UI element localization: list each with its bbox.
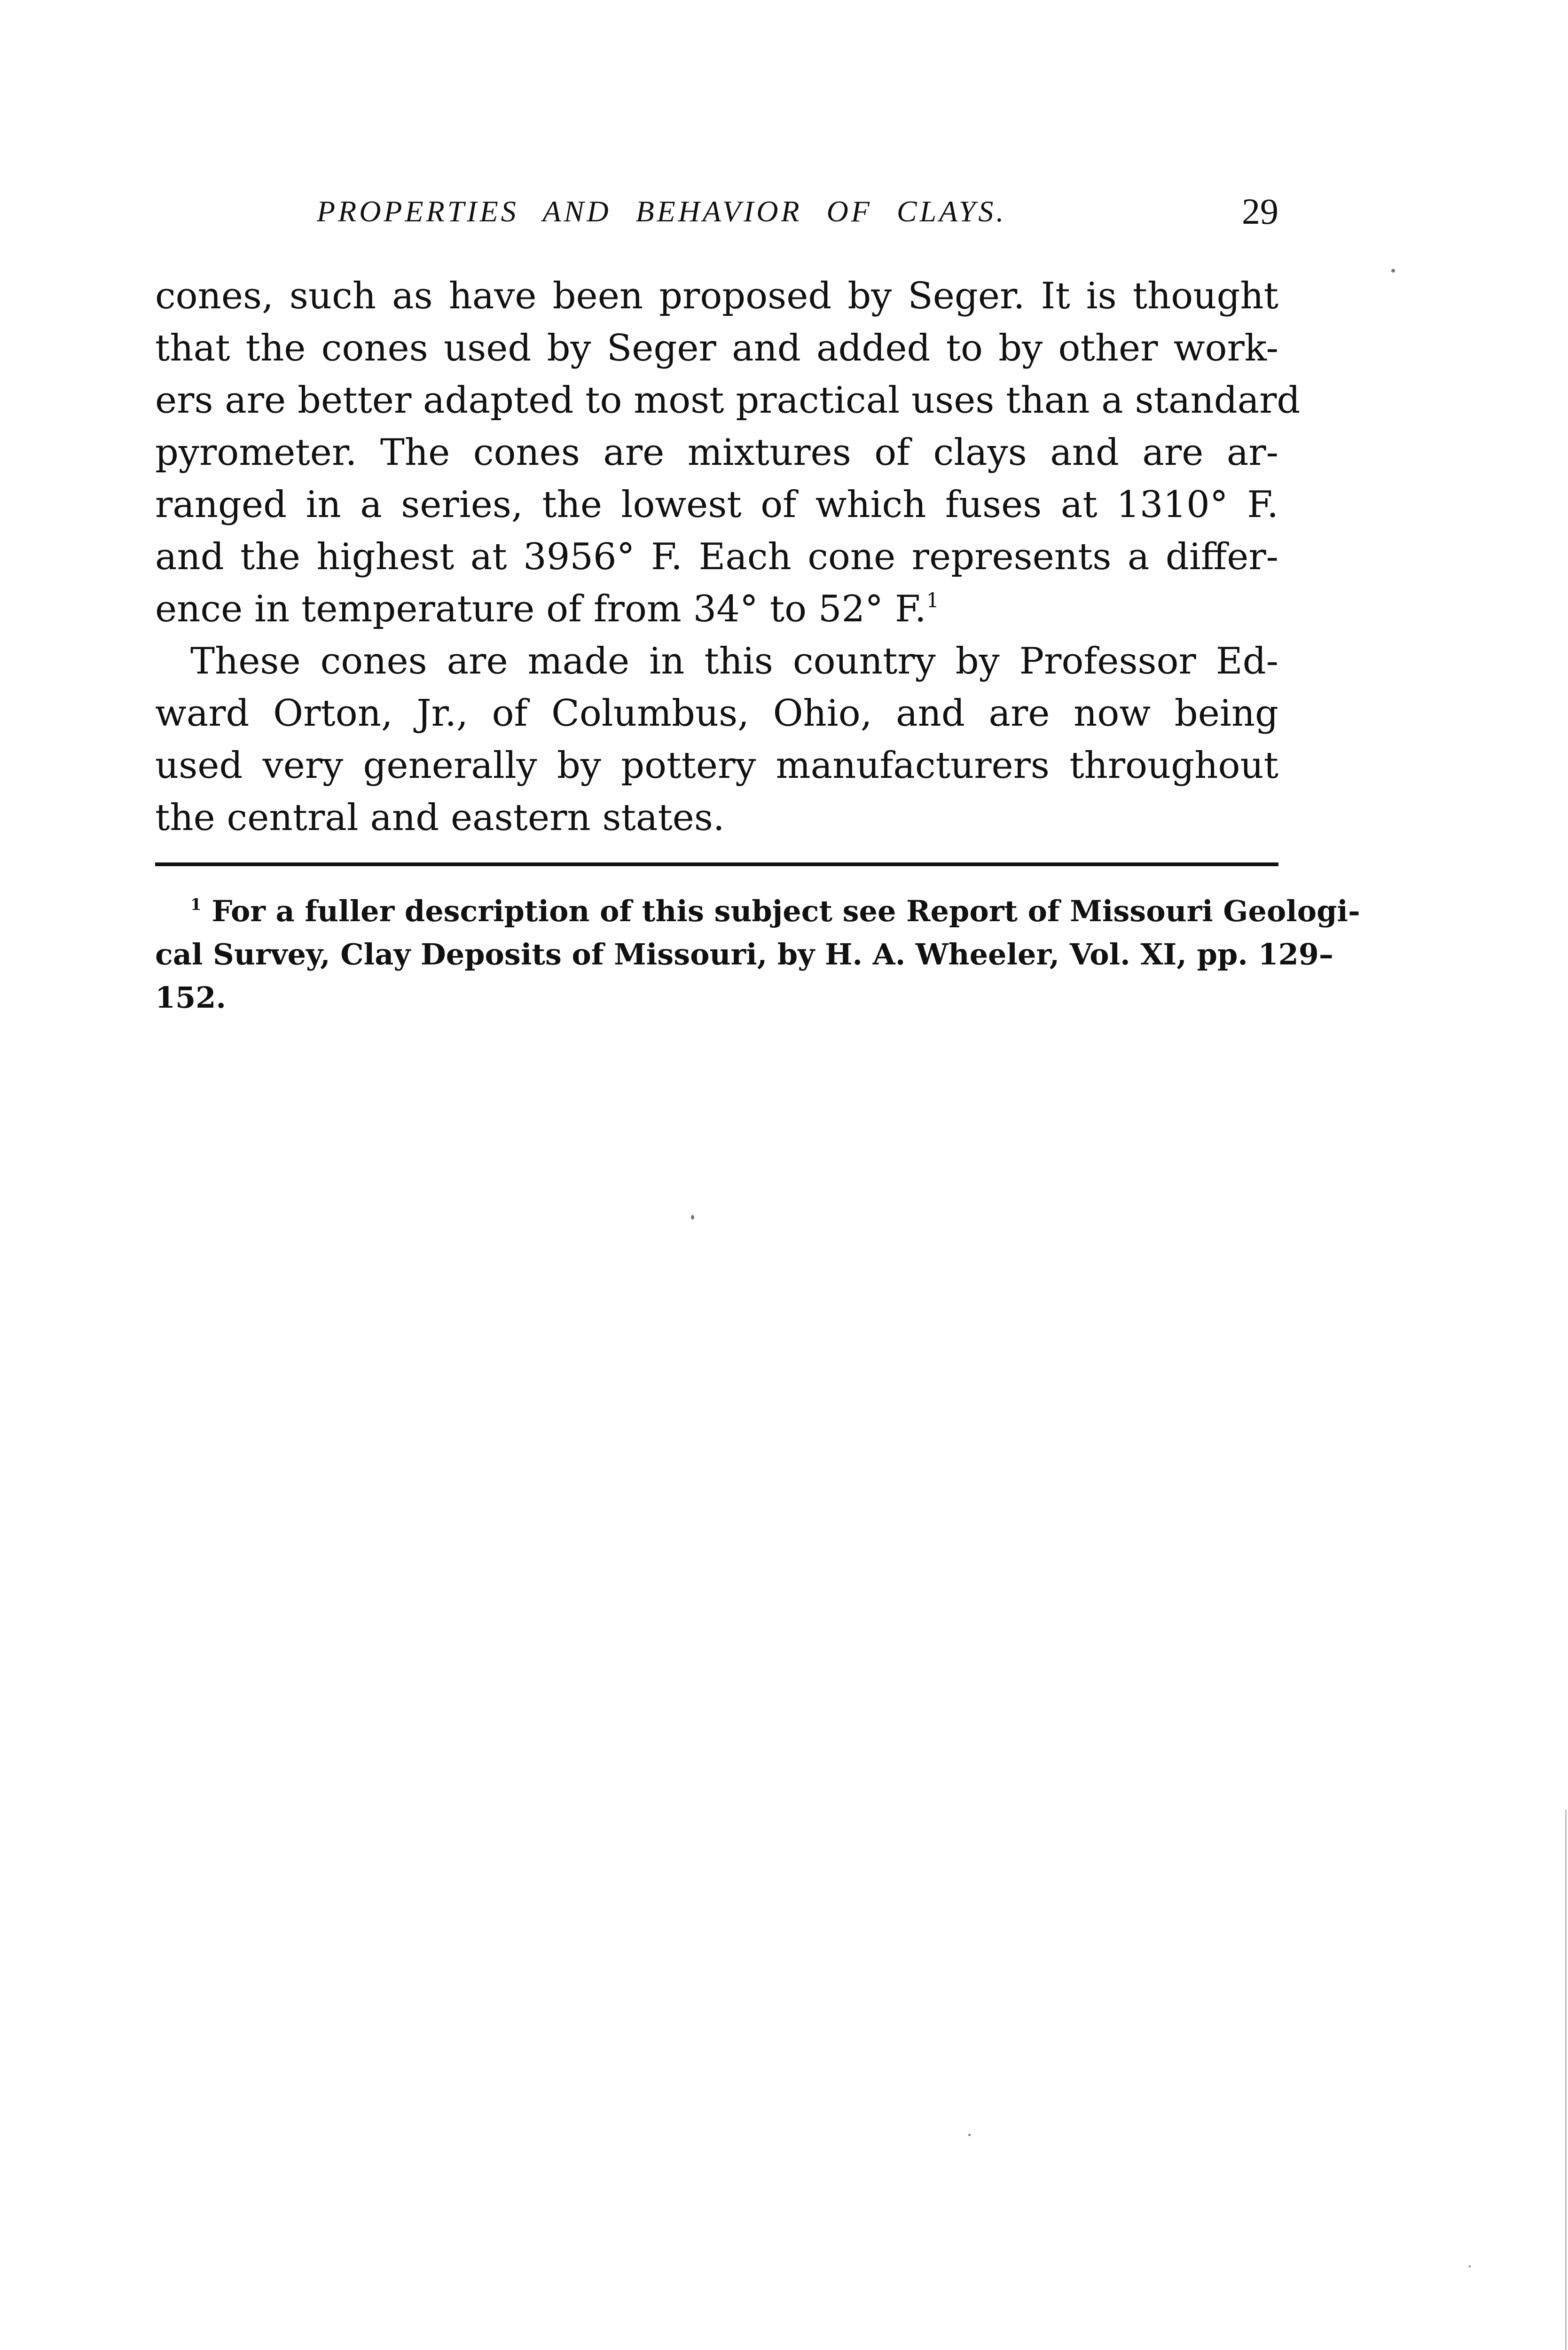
paragraph-1 — [155, 270, 1301, 635]
footnote-line-content: For a fuller description of this subject see Report of Missouri Geologi- — [212, 894, 1360, 928]
footnote-line: cal Survey, Clay Deposits of Missouri, by H. A. Wheeler, Vol. XI, pp. 129– — [155, 937, 1333, 971]
footnote-line: 152. — [155, 980, 227, 1015]
text-line: used very generally by pottery manufacturers throughout — [155, 744, 1278, 787]
scan-speck — [691, 1215, 694, 1220]
footnote-marker: 1 — [190, 895, 202, 915]
footnote-line — [155, 890, 1360, 933]
text-line: ranged in a series, the lowest of which fuses at 1310° F. — [155, 484, 1278, 526]
text-line-content: ence in temperature of from 34° to 52° F. — [155, 588, 926, 630]
scan-speck — [968, 2134, 971, 2136]
text-line: and the highest at 3956° F. Each cone represents a differ- — [155, 536, 1278, 578]
text-line: that the cones used by Seger and added to by other work- — [155, 327, 1278, 369]
text-line: These cones are made in this country by Professor Ed- — [190, 640, 1278, 682]
running-head: PROPERTIES AND BEHAVIOR OF CLAYS. — [317, 195, 1007, 228]
scan-speck — [1391, 269, 1395, 273]
footnote-reference: 1 — [926, 588, 939, 612]
text-line: the central and eastern states. — [155, 797, 725, 839]
scan-speck — [1469, 2265, 1471, 2267]
footnote-rule — [155, 862, 1278, 866]
body-text — [155, 270, 1301, 844]
footnote — [155, 890, 1360, 1019]
text-line: cones, such as have been proposed by Seger. It is thought — [155, 275, 1278, 317]
page-header — [155, 190, 1278, 237]
scan-edge-line — [1565, 1810, 1567, 2350]
text-line: pyrometer. The cones are mixtures of clays and are ar- — [155, 431, 1278, 474]
paragraph-2 — [155, 635, 1278, 844]
text-line: ers are better adapted to most practical uses than a standard — [155, 379, 1301, 422]
text-line — [155, 583, 1278, 635]
page-number: 29 — [1242, 191, 1278, 232]
text-line: ward Orton, Jr., of Columbus, Ohio, and are now being — [155, 692, 1278, 735]
